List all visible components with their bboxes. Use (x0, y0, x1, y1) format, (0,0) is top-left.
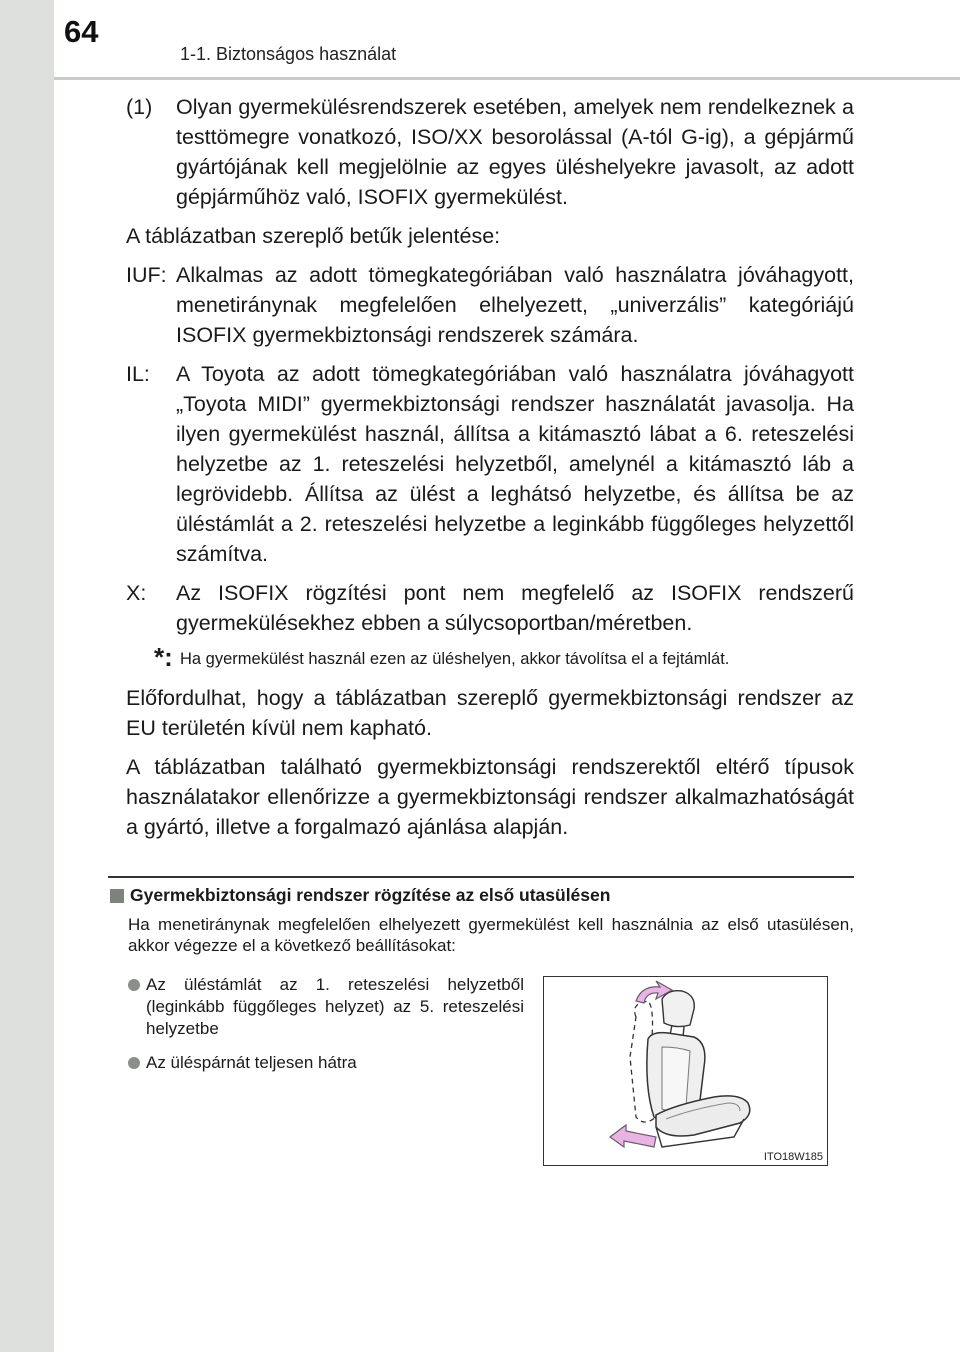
slide-back-arrow-icon (610, 1125, 656, 1147)
subsection-heading-text: Gyermekbiztonsági rendszer rögzítése az első utasülésen (130, 885, 611, 905)
def-iuf-label: IUF: (126, 263, 167, 287)
item-1-label: (1) (126, 95, 153, 119)
seat-drawing (544, 977, 827, 1165)
margin-strip (0, 0, 54, 1352)
bullet-dot-icon (128, 1057, 140, 1069)
paragraph-availability: Előfordulhat, hogy a táblázatban szereplő gyermekbiztonsági rendszer az EU területén kívül nem kapható. (126, 686, 854, 740)
bullet-list (128, 974, 524, 1086)
subsection-heading (110, 885, 610, 906)
def-iuf (126, 260, 854, 350)
paragraph-other-types: A táblázatban található gyermekbiztonsági rendszerektől eltérő típusok használatakor ellenőrizze a gyermekbiztonsági rendszer alkalmazhatóságát a gyártó, illetve a forgalmazó ajánlása alapján. (126, 755, 854, 839)
item-1 (126, 92, 854, 212)
footnote-text: Ha gyermekülést használ ezen az üléshelyen, akkor távolítsa el a fejtámlát. (180, 650, 730, 668)
seat-illustration (543, 976, 828, 1166)
subsection-text: Ha menetiránynak megfelelően elhelyezett gyermekülést kell használnia az első utasülésen, akkor végezze el a következő beállításokat: (128, 915, 854, 955)
section-title: 1-1. Biztonságos használat (180, 44, 397, 64)
header-divider (54, 77, 960, 80)
bullet-item-2 (128, 1052, 524, 1074)
def-iuf-text: Alkalmas az adott tömegkategóriában való használatra jóváhagyott, menetiránynak megfelelően elhelyezett, „univerzális” kategóriájú ISOFIX gyermekbiztonsági rendszerek számára. (176, 263, 854, 347)
seatback-panel (662, 1047, 690, 1111)
page-number: 64 (64, 14, 99, 49)
def-il (126, 359, 854, 569)
square-bullet-icon (110, 889, 124, 903)
def-il-text: A Toyota az adott tömegkategóriában való használatra jóváhagyott „Toyota MIDI” gyermekbiztonsági rendszer használatát javasolja. Ha ilyen gyermekülést használ, állítsa a kitámasztó lábat a 6. reteszelési helyzetbe az 1. reteszelési helyzetből, amelynél a kitámasztó láb a legrövidebb. Állítsa az ülést a leghátsó helyzetbe, és állítsa be az üléstámlát a 2. reteszelési helyzetbe a leginkább függőleges helyzettől számítva. (176, 362, 854, 566)
figure-code: ITO18W185 (763, 1151, 823, 1163)
bullet-item-1 (128, 974, 524, 1040)
def-x-label: X: (126, 581, 147, 605)
item-1-text: Olyan gyermekülésrendszerek esetében, amelyek nem rendelkeznek a testtömegre vonatkozó, ISO/XX besorolással (A-tól G-ig), a gépjármű gyártójának kell megjelölnie az egyes üléshelyekre javasolt, az adott gépjárműhöz való, ISOFIX gyermekülést. (176, 95, 854, 209)
legend-intro: A táblázatban szereplő betűk jelentése: (126, 224, 501, 248)
bullet-item-1-text: Az üléstámlát az 1. reteszelési helyzetből (leginkább függőleges helyzet) az 5. reteszelési helyzetbe (146, 975, 524, 1038)
bullet-item-2-text: Az üléspárnát teljesen hátra (146, 1053, 357, 1072)
def-x-text: Az ISOFIX rögzítési pont nem megfelelő az ISOFIX rendszerű gyermekülésekhez ebben a súlycsoportban/méretben. (176, 581, 854, 635)
main-content (126, 92, 854, 851)
def-x (126, 578, 854, 638)
bullet-dot-icon (128, 979, 140, 991)
def-il-label: IL: (126, 362, 150, 386)
section-divider (108, 876, 854, 878)
headrest-shape (662, 991, 694, 1027)
footnote (154, 642, 854, 672)
footnote-mark: *: (154, 642, 173, 672)
